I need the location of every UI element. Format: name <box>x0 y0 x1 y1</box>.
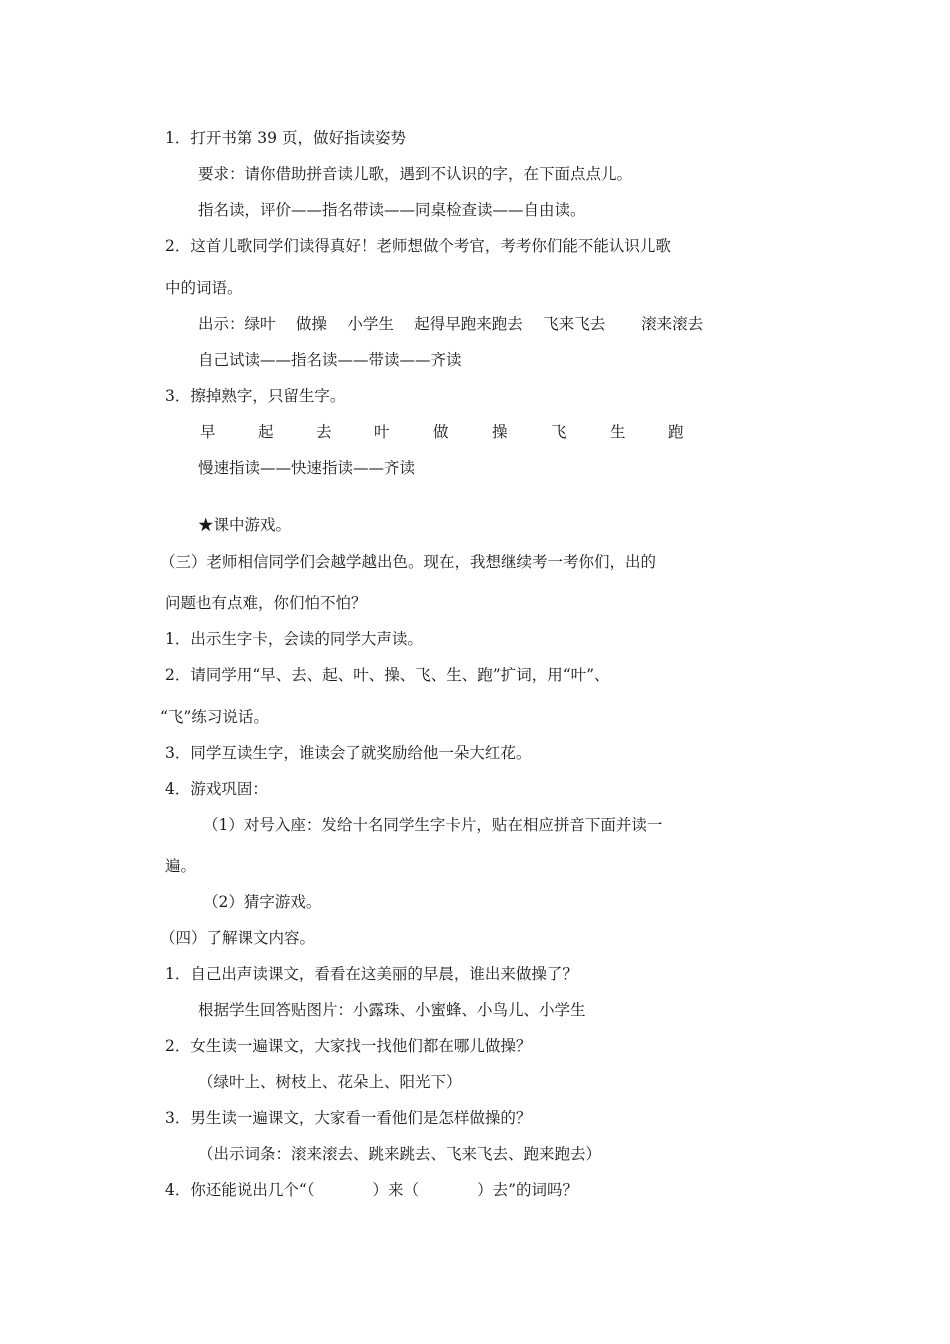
new-characters-row <box>0 422 950 442</box>
q4-middle: ）来（ <box>372 1181 420 1199</box>
character: 操 <box>492 423 508 441</box>
s4-item-4 <box>165 1180 578 1200</box>
s4-item-2-answer: （绿叶上、树枝上、花朵上、阳光下） <box>198 1073 462 1091</box>
character: 早 <box>200 423 216 441</box>
character: 生 <box>610 423 626 441</box>
section-4-heading: （四）了解课文内容。 <box>160 929 316 947</box>
q4-prefix: 4．你还能说出几个“（ <box>165 1181 315 1199</box>
character: 去 <box>316 423 332 441</box>
section-3-continued: 问题也有点难，你们怕不怕？ <box>165 594 367 612</box>
s3-item-3: 3．同学互读生字，谁读会了就奖励给他一朵大红花。 <box>165 744 532 762</box>
s4-item-3: 3．男生读一遍课文，大家看一看他们是怎样做操的？ <box>165 1109 532 1127</box>
q4-suffix: ）去”的词吗？ <box>477 1181 578 1199</box>
s3-item-4: 4．游戏巩固： <box>165 780 268 798</box>
section-3-heading: （三）老师相信同学们会越学越出色。现在，我想继续考一考你们，出的 <box>160 553 657 571</box>
game-1-continued: 遍。 <box>165 857 197 875</box>
word-display-line: 出示：绿叶 做操 小学生 起得早跑来跑去 飞来飞去 滚来滚去 <box>198 315 704 333</box>
item-2-continued: 中的词语。 <box>165 279 243 297</box>
item-2-examiner: 2．这首儿歌同学们读得真好！老师想做个考官，考考你们能不能认识儿歌 <box>165 237 671 255</box>
s3-item-1: 1．出示生字卡，会读的同学大声读。 <box>165 630 423 648</box>
self-reading-steps: 自己试读——指名读——带读——齐读 <box>198 351 462 369</box>
s4-item-3-answer: （出示词条：滚来滚去、跳来跳去、飞来飞去、跑来跑去） <box>198 1145 602 1163</box>
item-1-open-book: 1．打开书第 39 页，做好指读姿势 <box>165 129 406 147</box>
character: 叶 <box>374 423 390 441</box>
class-game-heading: ★课中游戏。 <box>198 516 292 534</box>
s4-item-1: 1．自己出声读课文，看看在这美丽的早晨，谁出来做操了？ <box>165 965 578 983</box>
character: 飞 <box>551 423 567 441</box>
s4-item-1-answer: 根据学生回答贴图片：小露珠、小蜜蜂、小鸟儿、小学生 <box>198 1001 586 1019</box>
s3-item-2: 2．请同学用“早、去、起、叶、操、飞、生、跑”扩词，用“叶”、 <box>165 666 610 684</box>
game-1-line: （1）对号入座：发给十名同学生字卡片，贴在相应拼音下面并读一 <box>203 816 663 834</box>
character: 跑 <box>668 423 684 441</box>
speed-reading-steps: 慢速指读——快速指读——齐读 <box>198 459 416 477</box>
character: 做 <box>433 423 449 441</box>
s4-item-2: 2．女生读一遍课文，大家找一找他们都在哪儿做操？ <box>165 1037 532 1055</box>
requirement-line: 要求：请你借助拼音读儿歌，遇到不认识的字，在下面点点儿。 <box>198 165 633 183</box>
character: 起 <box>258 423 274 441</box>
game-2-line: （2）猜字游戏。 <box>203 893 322 911</box>
item-3-erase-known: 3．擦掉熟字，只留生字。 <box>165 387 346 405</box>
reading-steps-line: 指名读，评价——指名带读——同桌检查读——自由读。 <box>198 201 586 219</box>
s3-item-2-continued: “飞”练习说话。 <box>160 708 269 726</box>
